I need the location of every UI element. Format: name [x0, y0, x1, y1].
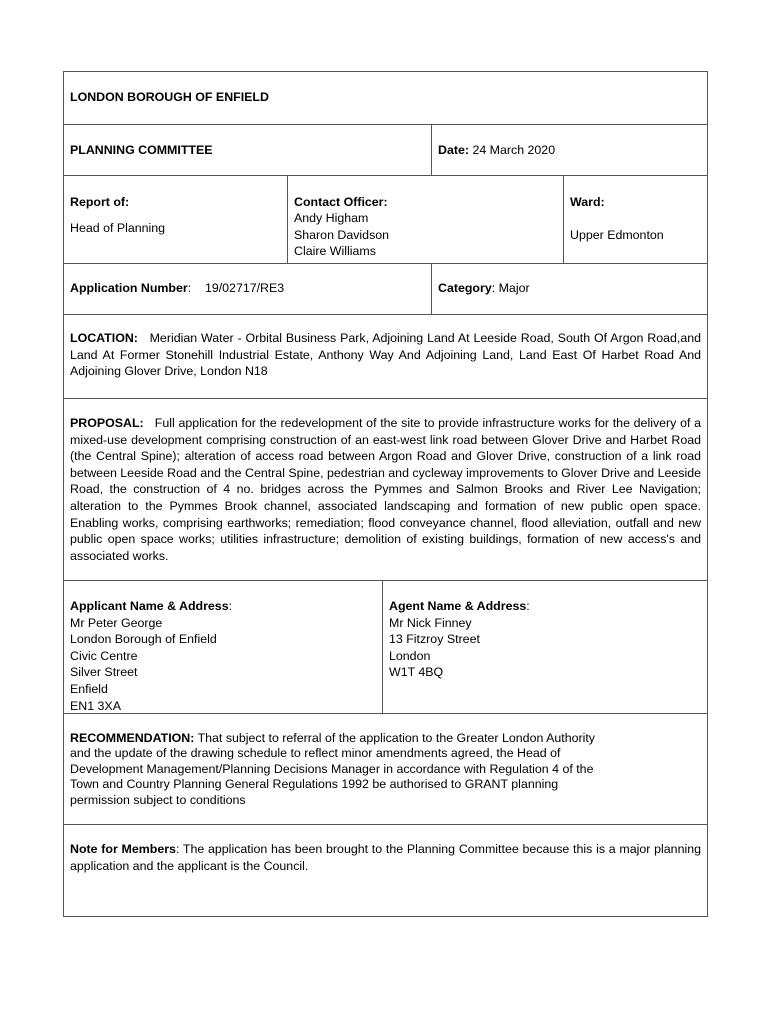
note-text: [70, 841, 701, 874]
contact-label: Contact Officer:: [294, 195, 388, 209]
location-row: [64, 315, 707, 399]
report-of-cell: [64, 176, 287, 263]
location-value: Meridian Water - Orbital Business Park, Adjoining Land At Leeside Road, South Of Argon Road,and Land At Former Stonehill Industrial Estate, Anthony Way And Adjoining Land, Land East Of Harbet Road And Adjoining Glover Drive, London N18: [70, 331, 702, 379]
parties-row: [64, 581, 707, 714]
proposal-label: PROPOSAL:: [70, 416, 144, 430]
applicant-line: EN1 3XA: [70, 698, 121, 713]
committee-row: [64, 125, 707, 176]
applicant-line: Silver Street: [70, 665, 138, 680]
recommendation-row: [64, 714, 707, 825]
applicant-line: London Borough of Enfield: [70, 632, 217, 647]
category-cell: [431, 264, 707, 314]
application-number-label: Application Number: [70, 281, 188, 295]
recommendation-line: permission subject to conditions: [70, 792, 246, 807]
recommendation-line: Town and Country Planning General Regulations 1992 be authorised to GRANT planning: [70, 777, 559, 792]
agent-line: Mr Nick Finney: [389, 615, 472, 630]
agent-line: London: [389, 648, 431, 663]
applicant-label: Applicant Name & Address: [70, 599, 229, 613]
location-text: [70, 330, 701, 380]
contact-name: Claire Williams: [294, 244, 376, 259]
note-value: : The application has been brought to the Planning Committee because this is a major planning application and the applicant is the Council.: [70, 842, 701, 873]
note-label: Note for Members: [70, 842, 176, 856]
category-label: Category: [438, 281, 492, 295]
ward-cell: [563, 176, 707, 263]
recommendation-text: [70, 731, 701, 808]
recommendation-line: Development Management/Planning Decisions Manager in accordance with Regulation 4 of the: [70, 761, 594, 776]
proposal-value: Full application for the redevelopment of the site to provide infrastructure works for the delivery of a mixed-use development comprising construction of an east-west link road between Glover Drive and Harbet Road (the Central Spine); alteration of access road between Argon Road and Glover Drive, construction of a link road between Leeside Road and the Central Spine, pedestrian and cycleway improvements to Glover Drive and Leeside Road, the construction of 4 no. bridges across the Pymmes and Salmon Brooks and River Lee Navigation; alteration to the Pymmes Brook channel, associated landscaping and formation of new public open space. Enabling works, comprising earthworks; remediation; flood conveyance channel, flood alleviation, outfall and new public open space works; utilities infrastructure; demolition of existing buildings, formation of new access's and associated works.: [70, 416, 701, 563]
agent-line: 13 Fitzroy Street: [389, 632, 480, 647]
recommendation-label: RECOMMENDATION:: [70, 731, 195, 745]
applicant-line: Enfield: [70, 681, 108, 696]
date-label: Date:: [438, 143, 469, 157]
date-value: 24 March 2020: [472, 143, 556, 157]
applicant-line: Mr Peter George: [70, 615, 163, 630]
agent-label: Agent Name & Address: [389, 599, 527, 613]
note-row: [64, 825, 707, 916]
date-cell: [431, 125, 707, 175]
proposal-row: [64, 399, 707, 581]
application-row: [64, 264, 707, 315]
report-row: [64, 176, 707, 264]
report-of-label: Report of:: [70, 195, 130, 209]
application-number: Application Number: 19/02717/RE3: [70, 281, 285, 295]
contact-name: Andy Higham: [294, 211, 369, 225]
contact-cell: [287, 176, 563, 263]
application-number-cell: [64, 264, 431, 314]
agent-block: Agent Name & Address: Mr Nick Finney 13 Fitzroy Street London W1T 4BQ: [389, 598, 701, 681]
committee-cell: [64, 125, 431, 175]
ward-value: Upper Edmonton: [570, 228, 664, 242]
recommendation-line: and the update of the drawing schedule to reflect minor amendments agreed, the Head of: [70, 746, 561, 761]
borough-title: LONDON BOROUGH OF ENFIELD: [70, 90, 269, 104]
applicant-block: Applicant Name & Address: Mr Peter George London Borough of Enfield Civic Centre Silver Street Enfield EN1 3XA: [70, 598, 376, 714]
recommendation-line: That subject to referral of the application to the Greater London Authority: [197, 731, 596, 745]
agent-cell: [382, 581, 707, 713]
location-label: LOCATION:: [70, 331, 138, 345]
committee-report-table: [63, 71, 708, 917]
agent-line: W1T 4BQ: [389, 665, 444, 680]
applicant-cell: [64, 581, 382, 713]
application-number-value: 19/02717/RE3: [204, 281, 285, 295]
proposal-text: [70, 415, 701, 564]
contact-name: Sharon Davidson: [294, 227, 390, 242]
applicant-line: Civic Centre: [70, 648, 138, 663]
meeting-date: [438, 142, 701, 159]
borough-row: [64, 72, 707, 125]
committee-title: PLANNING COMMITTEE: [70, 143, 213, 157]
ward-label: Ward:: [570, 195, 605, 209]
report-of-value: Head of Planning: [70, 221, 166, 235]
category: [438, 280, 701, 297]
contact-list: [294, 210, 557, 260]
category-value: : Major: [491, 281, 530, 295]
